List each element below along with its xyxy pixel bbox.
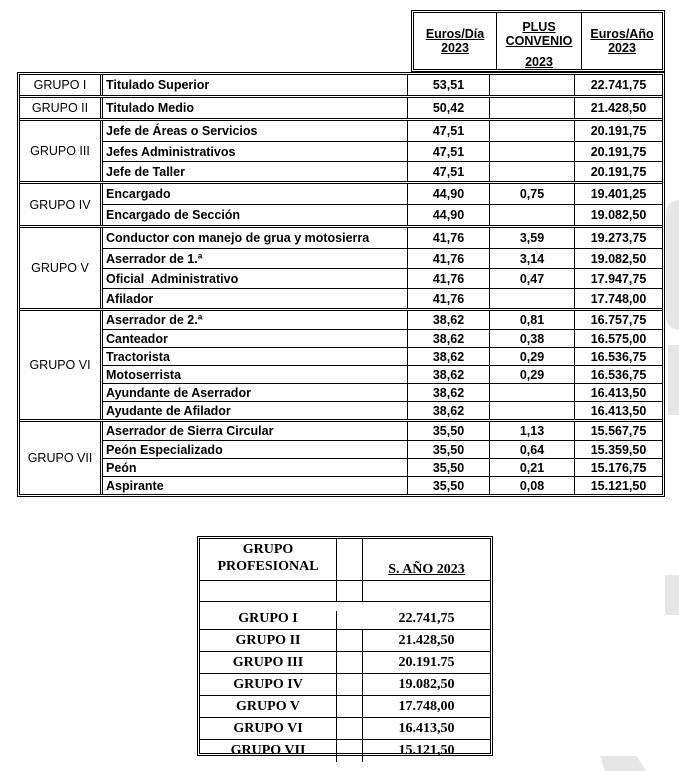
header-salario-ano: S. AÑO 2023 [388,562,465,577]
euros-ano-cell: 16.413,50 [590,385,647,400]
group-cell: GRUPO IV [200,674,337,695]
table-row [103,401,662,419]
plus-cell: 0,47 [490,269,575,288]
euros-dia-cell: 44,90 [408,205,490,225]
category-cell: Aspirante [103,477,408,494]
salary-cell: 17.748,00 [398,698,455,714]
plus-cell [490,142,575,161]
euros-ano-cell: 16.757,75 [590,313,647,327]
plus-cell: 3,14 [490,249,575,268]
category-cell: Jefe de Áreas o Servicios [103,121,408,141]
euros-ano-cell: 19.273,75 [590,231,647,245]
euros-ano-cell: 16.536,75 [590,349,647,364]
group-label: GRUPO V [20,228,103,308]
plus-cell: 0,81 [490,311,575,329]
group-block [20,118,662,181]
euros-ano-cell: 21.428,50 [590,101,647,115]
category-cell: Jefes Administrativos [103,142,408,161]
table-row [200,674,490,696]
euros-ano-cell: 15.121,50 [590,478,647,493]
category-cell: Jefe de Taller [103,162,408,181]
salary-cell: 20.191.75 [398,654,455,670]
euros-dia-cell: 50,42 [408,98,490,118]
plus-cell: 1,13 [490,422,575,440]
salary-table-header [411,10,665,72]
plus-cell: 0,75 [490,184,575,204]
watermark-fragment [668,345,679,415]
category-cell: Encargado [103,184,408,204]
table-row [200,630,490,652]
group-cell: GRUPO I [200,611,337,629]
euros-dia-cell: 38,62 [408,348,490,365]
plus-cell [490,205,575,225]
euros-dia-cell: 38,62 [408,366,490,383]
plus-cell: 3,59 [490,228,575,248]
summary-table [197,536,493,756]
plus-cell: 0,29 [490,366,575,383]
table-row [103,476,662,494]
table-row [103,365,662,383]
header-grupo-profesional: GRUPO PROFESIONAL [200,539,337,580]
euros-dia-cell: 35,50 [408,459,490,476]
table-row [103,228,662,248]
watermark-fragment [600,756,646,771]
euros-dia-cell: 38,62 [408,384,490,401]
salary-cell: 16.413,50 [398,720,455,736]
plus-cell [490,402,575,419]
euros-ano-cell: 16.413,50 [590,403,647,418]
plus-cell: 0,64 [490,441,575,458]
group-label: GRUPO VII [20,422,103,494]
euros-ano-cell: 20.191,75 [590,164,647,179]
group-label: GRUPO IV [20,184,103,225]
euros-dia-cell: 44,90 [408,184,490,204]
plus-cell: 0,08 [490,477,575,494]
table-row [200,696,490,718]
group-cell: GRUPO V [200,696,337,717]
watermark-fragment [665,575,679,615]
table-row [200,740,490,762]
euros-ano-cell: 15.567,75 [590,424,647,438]
table-row [103,121,662,141]
euros-dia-cell: 35,50 [408,477,490,494]
group-label: GRUPO VI [20,311,103,419]
header-euros-ano: Euros/Año 2023 [581,13,662,69]
euros-ano-cell: 22.741,75 [590,78,647,92]
euros-dia-cell: 38,62 [408,402,490,419]
summary-header-row [200,539,490,581]
category-cell: Titulado Medio [103,98,408,118]
table-row [103,288,662,308]
euros-dia-cell: 41,76 [408,269,490,288]
plus-cell [490,75,575,95]
euros-ano-cell: 16.536,75 [590,367,647,382]
table-row [103,184,662,204]
table-row [103,383,662,401]
table-row [200,652,490,674]
category-cell: Aserrador de 1.ª [103,249,408,268]
category-cell: Afilador [103,289,408,308]
table-row [103,204,662,225]
category-cell: Peón Especializado [103,441,408,458]
euros-ano-cell: 16.575,00 [590,331,647,346]
euros-dia-cell: 41,76 [408,289,490,308]
table-row [103,268,662,288]
table-row [103,141,662,161]
table-row [103,329,662,347]
plus-cell [490,98,575,118]
table-row [200,602,490,630]
euros-dia-cell: 41,76 [408,249,490,268]
plus-cell [490,121,575,141]
euros-dia-cell: 35,50 [408,441,490,458]
category-cell: Aserrador de Sierra Circular [103,422,408,440]
euros-ano-cell: 20.191,75 [590,124,647,138]
euros-ano-cell: 19.082,50 [590,208,647,222]
group-cell: GRUPO VI [200,718,337,739]
euros-dia-cell: 53,51 [408,75,490,95]
euros-ano-cell: 17.748,00 [590,291,647,306]
euros-dia-cell: 47,51 [408,162,490,181]
category-cell: Aserrador de 2.ª [103,311,408,329]
table-row [103,440,662,458]
category-cell: Ayudante de Afilador [103,402,408,419]
group-cell: GRUPO II [200,630,337,651]
euros-dia-cell: 35,50 [408,422,490,440]
salary-cell: 22.741,75 [398,611,455,626]
table-row [103,422,662,440]
table-row [200,718,490,740]
category-cell: Oficial Administrativo [103,269,408,288]
group-label: GRUPO I [20,75,103,95]
euros-ano-cell: 15.359,50 [590,442,647,457]
plus-cell [490,162,575,181]
table-row [103,98,662,118]
category-cell: Peón [103,459,408,476]
group-block [20,75,662,95]
group-cell: GRUPO III [200,652,337,673]
plus-cell: 0,21 [490,459,575,476]
group-block [20,181,662,225]
header-euros-dia: Euros/Día 2023 [425,27,485,55]
salary-table [17,72,665,497]
table-row [103,347,662,365]
group-label: GRUPO III [20,121,103,181]
euros-dia-cell: 47,51 [408,142,490,161]
euros-dia-cell: 47,51 [408,121,490,141]
table-row [103,311,662,329]
euros-ano-cell: 15.176,75 [590,460,647,475]
category-cell: Ayundante de Aserrador [103,384,408,401]
euros-dia-cell: 41,76 [408,228,490,248]
group-cell: GRUPO VII [200,740,337,762]
salary-cell: 21.428,50 [398,632,455,648]
salary-cell: 15.121,50 [398,743,455,758]
group-block [20,225,662,308]
plus-cell: 0,29 [490,348,575,365]
plus-cell [490,384,575,401]
table-row [103,161,662,181]
euros-ano-cell: 19.401,25 [590,187,647,201]
category-cell: Conductor con manejo de grua y motosierra [103,228,408,248]
euros-ano-cell: 17.947,75 [590,271,647,286]
plus-cell [490,289,575,308]
summary-blank-row [200,581,490,602]
group-label: GRUPO II [20,98,103,118]
group-block [20,95,662,118]
euros-ano-cell: 20.191,75 [590,144,647,159]
watermark-fragment [666,200,679,330]
category-cell: Motoserrista [103,366,408,383]
group-block [20,308,662,419]
category-cell: Canteador [103,330,408,347]
category-cell: Encargado de Sección [103,205,408,225]
header-plus-convenio: PLUS CONVENIO 2023 [496,13,581,69]
euros-dia-cell: 38,62 [408,330,490,347]
group-block [20,419,662,494]
euros-ano-cell: 19.082,50 [590,251,647,266]
plus-cell: 0,38 [490,330,575,347]
table-row [103,248,662,268]
table-row [103,458,662,476]
category-cell: Tractorista [103,348,408,365]
euros-dia-cell: 38,62 [408,311,490,329]
category-cell: Titulado Superior [103,75,408,95]
table-row [103,75,662,95]
salary-cell: 19.082,50 [398,676,455,692]
